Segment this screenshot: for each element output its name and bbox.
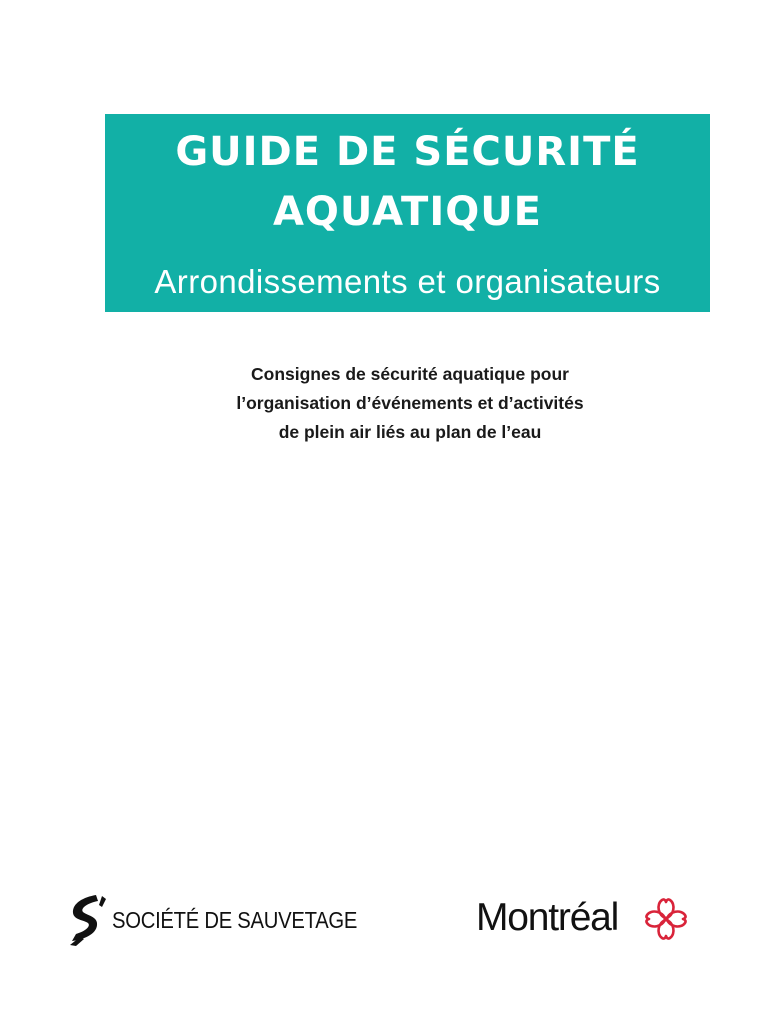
description-line-1: Consignes de sécurité aquatique pour xyxy=(251,364,569,384)
societe-de-sauvetage-text: SOCIÉTÉ DE SAUVETAGE xyxy=(112,907,358,933)
montreal-wordmark: Montréal xyxy=(476,896,619,939)
title-line-2: AQUATIQUE xyxy=(272,189,543,235)
subtitle: Arrondissements et organisateurs xyxy=(154,263,661,300)
description-line-3: de plein air liés au plan de l’eau xyxy=(278,422,542,442)
societe-de-sauvetage-logo xyxy=(66,893,356,947)
montreal-rosette-icon xyxy=(642,894,690,944)
lifesaving-society-icon xyxy=(66,893,106,947)
description-line-2: l’organisation d’événements et d’activités xyxy=(236,393,584,413)
description xyxy=(150,360,670,447)
montreal-logo xyxy=(476,892,696,948)
title-band xyxy=(105,114,710,312)
title-line-1: GUIDE DE SÉCURITÉ xyxy=(175,129,640,175)
